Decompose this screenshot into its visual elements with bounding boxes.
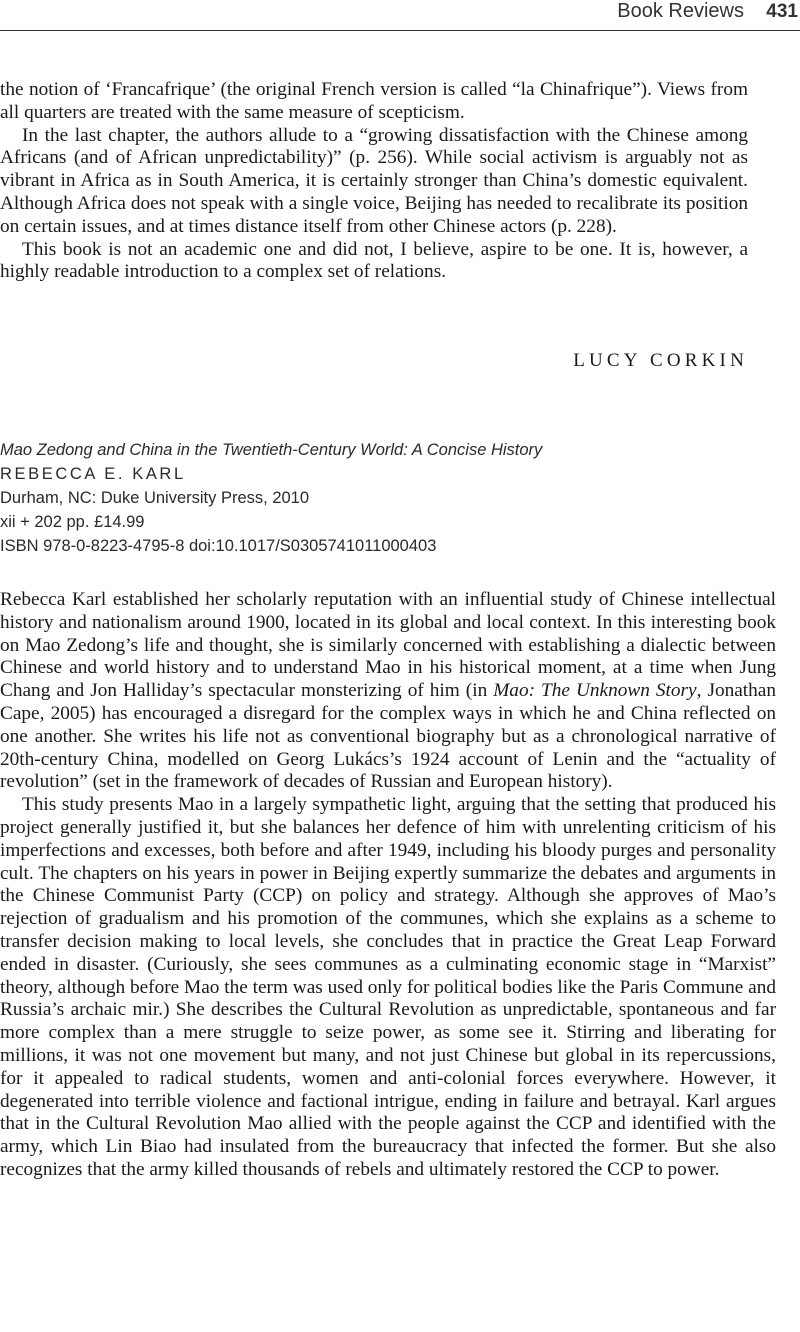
book-isbn-doi: ISBN 978-0-8223-4795-8 doi:10.1017/S0305741011000403 xyxy=(0,537,437,555)
review-paragraph-2: This study presents Mao in a largely sympathetic light, arguing that the setting that produced his project generally justified it, but she balances her defence of him with unrelenting criticism of his imperfections and excesses, both before and after 1949, including his bloody purges and personality cult. The chapters on his years in power in Beijing expertly summarize the debates and arguments in the Chinese Communist Party (CCP) on policy and strategy. Although she approves of Mao’s rejection of gradualism and his promotion of the communes, which she explains as a scheme to transfer decision making to local levels, she concludes that in practice the Great Leap Forward ended in disaster. (Curiously, she sees communes as a culminating economic stage in “Marxist” theory, although before Mao the term was used only for political bodies like the Paris Commune and Russia’s archaic mir.) She describes the Cultural Revolution as unpredictable, spontaneous and far more complex than a mere struggle to seize power, as some see it. Stirring and liberating for millions, it was not one movement but many, and not just Chinese but global in its repercussions, for it appealed to radical students, women and anti-colonial forces everywhere. However, it degenerated into terrible violence and factional intrigue, ending in failure and betrayal. Karl argues that in the Cultural Revolution Mao allied with the people against the CCP and identified with the army, which Lin Biao had insulated from the bureaucracy that infected the former. But she also recognizes that the army killed thousands of rebels and ultimately restored the CCP to power. xyxy=(0,794,776,1180)
previous-review-paragraph-3: This book is not an academic one and did not, I believe, aspire to be one. It is, however, a highly readable introduction to a complex set of relations. xyxy=(0,238,748,283)
previous-review-ending xyxy=(0,79,748,284)
review-body xyxy=(0,589,776,1182)
running-head xyxy=(0,0,800,30)
book-publisher: Durham, NC: Duke University Press, 2010 xyxy=(0,489,310,507)
previous-review-paragraph-1: the notion of ‘Francafrique’ (the original French version is called “la Chinafrique”). Views from all quarters are treated with the same measure of scepticism. xyxy=(0,79,748,123)
book-title: Mao Zedong and China in the Twentieth-Century World: A Concise History xyxy=(0,441,543,459)
previous-review-paragraph-2: In the last chapter, the authors allude to a “growing dissatisfaction with the Chinese among Africans (and of African unpredictability)” (p. 256). While social activism is arguably not as vibrant in Africa as in South America, it is certainly stronger than China’s domestic equivalent. Although Africa does not speak with a single voice, Beijing has needed to recalibrate its position on certain issues, and at times distance itself from other Chinese actors (p. 228). xyxy=(0,124,748,237)
cited-book-title: Mao: The Unknown Story xyxy=(493,680,697,702)
running-head-title: Book Reviews xyxy=(617,0,744,22)
page-number: 431 xyxy=(766,1,798,22)
reviewer-signature: LUCY CORKIN xyxy=(573,350,748,371)
book-author: REBECCA E. KARL xyxy=(0,465,186,483)
book-pages-price: xii + 202 pp. £14.99 xyxy=(0,513,145,531)
review-paragraph-1: Rebecca Karl established her scholarly reputation with an influential study of Chinese intellectual history and nationalism around 1900, located in its global and local context. In this interesting book on Mao Zedong’s life and thought, she is similarly concerned with establishing a dialectic between Chinese and world history and to understand Mao in his historical moment, at a time when Jung Chang and Jon Halliday’s spectacular monsterizing of him (in Mao: The Unknown Story, Jonathan Cape, 2005) has encouraged a disregard for the complex ways in which he and China reflected on one another. She writes his life not as conventional biography but as a chronological narrative of 20th-century China, modelled on Georg Lukács’s 1924 account of Lenin and the “actuality of revolution” (set in the framework of decades of Russian and European history). xyxy=(0,589,776,793)
book-citation xyxy=(0,438,760,558)
header-rule xyxy=(0,30,800,31)
